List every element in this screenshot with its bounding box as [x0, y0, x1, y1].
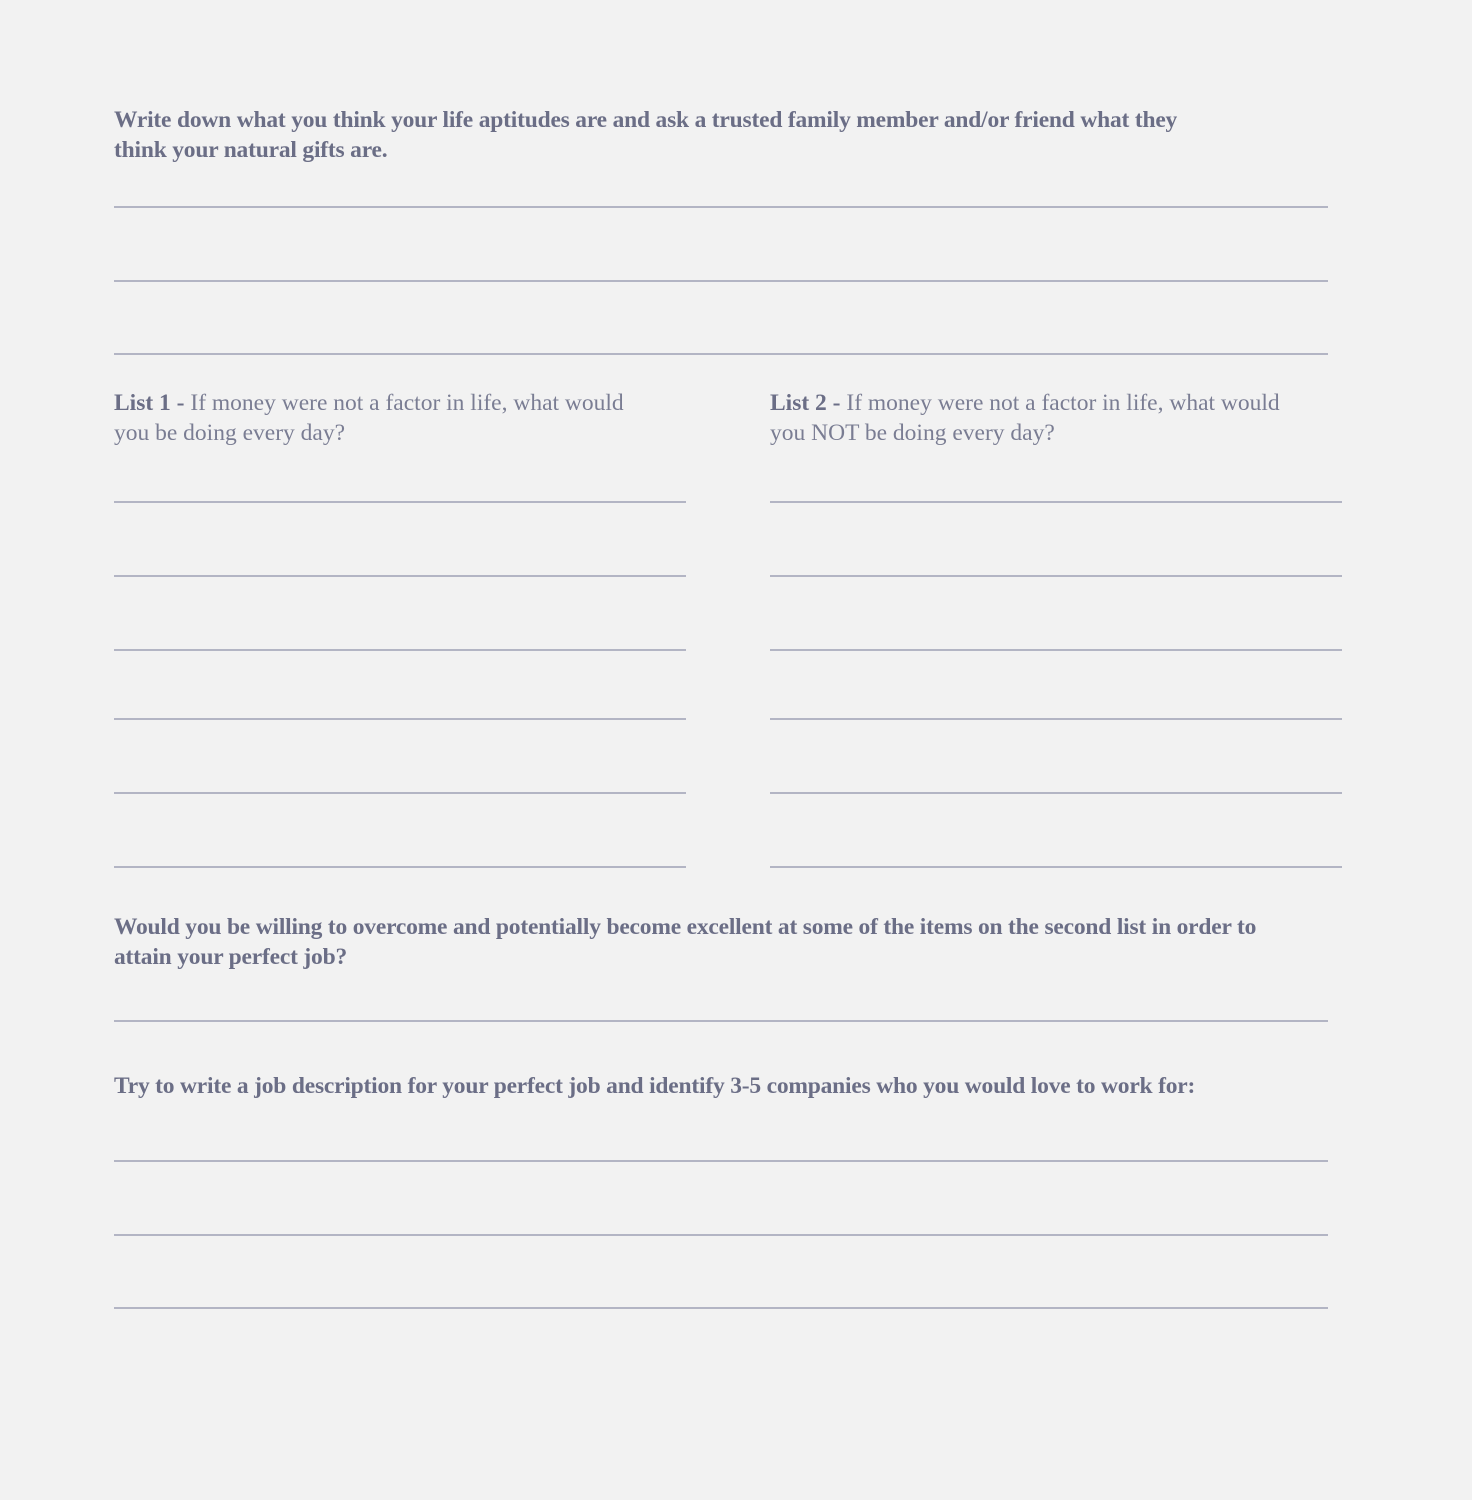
list2-prompt-line-2: you NOT be doing every day? — [770, 420, 1055, 446]
list1-write-line-6[interactable] — [114, 866, 686, 868]
list2-write-line-1[interactable] — [770, 501, 1342, 503]
list1-label: List 1 - — [114, 390, 185, 416]
overcome-prompt — [114, 912, 1256, 972]
list1-write-line-3[interactable] — [114, 649, 686, 651]
list2-write-line-2[interactable] — [770, 575, 1342, 577]
list2-write-line-5[interactable] — [770, 792, 1342, 794]
aptitudes-write-line-2[interactable] — [114, 280, 1328, 282]
job-description-write-line-3[interactable] — [114, 1307, 1328, 1309]
overcome-write-line-1[interactable] — [114, 1020, 1328, 1022]
list2-prompt-line-1: If money were not a factor in life, what would — [840, 390, 1280, 416]
aptitudes-write-line-1[interactable] — [114, 206, 1328, 208]
list2-prompt — [770, 388, 1280, 448]
list1-prompt — [114, 388, 624, 448]
list1-write-line-2[interactable] — [114, 575, 686, 577]
job-description-prompt: Try to write a job description for your perfect job and identify 3-5 companies who you would love to work for: — [114, 1073, 1196, 1099]
aptitudes-prompt — [114, 105, 1177, 165]
list2-write-line-6[interactable] — [770, 866, 1342, 868]
list2-write-line-3[interactable] — [770, 649, 1342, 651]
list1-write-line-1[interactable] — [114, 501, 686, 503]
overcome-prompt-line-1: Would you be willing to overcome and potentially become excellent at some of the items on the second list in order to — [114, 914, 1257, 940]
list1-prompt-line-1: If money were not a factor in life, what would — [184, 390, 624, 416]
list1-write-line-5[interactable] — [114, 792, 686, 794]
list2-label: List 2 - — [770, 390, 841, 416]
list1-write-line-4[interactable] — [114, 718, 686, 720]
aptitudes-prompt-line-1: Write down what you think your life aptitudes are and ask a trusted family member and/or friend what they — [114, 107, 1178, 133]
job-description-write-line-2[interactable] — [114, 1234, 1328, 1236]
job-description-write-line-1[interactable] — [114, 1160, 1328, 1162]
list1-prompt-line-2: you be doing every day? — [114, 420, 346, 446]
aptitudes-write-line-3[interactable] — [114, 353, 1328, 355]
overcome-prompt-line-2: attain your perfect job? — [114, 944, 347, 970]
list2-write-line-4[interactable] — [770, 718, 1342, 720]
aptitudes-prompt-line-2: think your natural gifts are. — [114, 137, 388, 163]
